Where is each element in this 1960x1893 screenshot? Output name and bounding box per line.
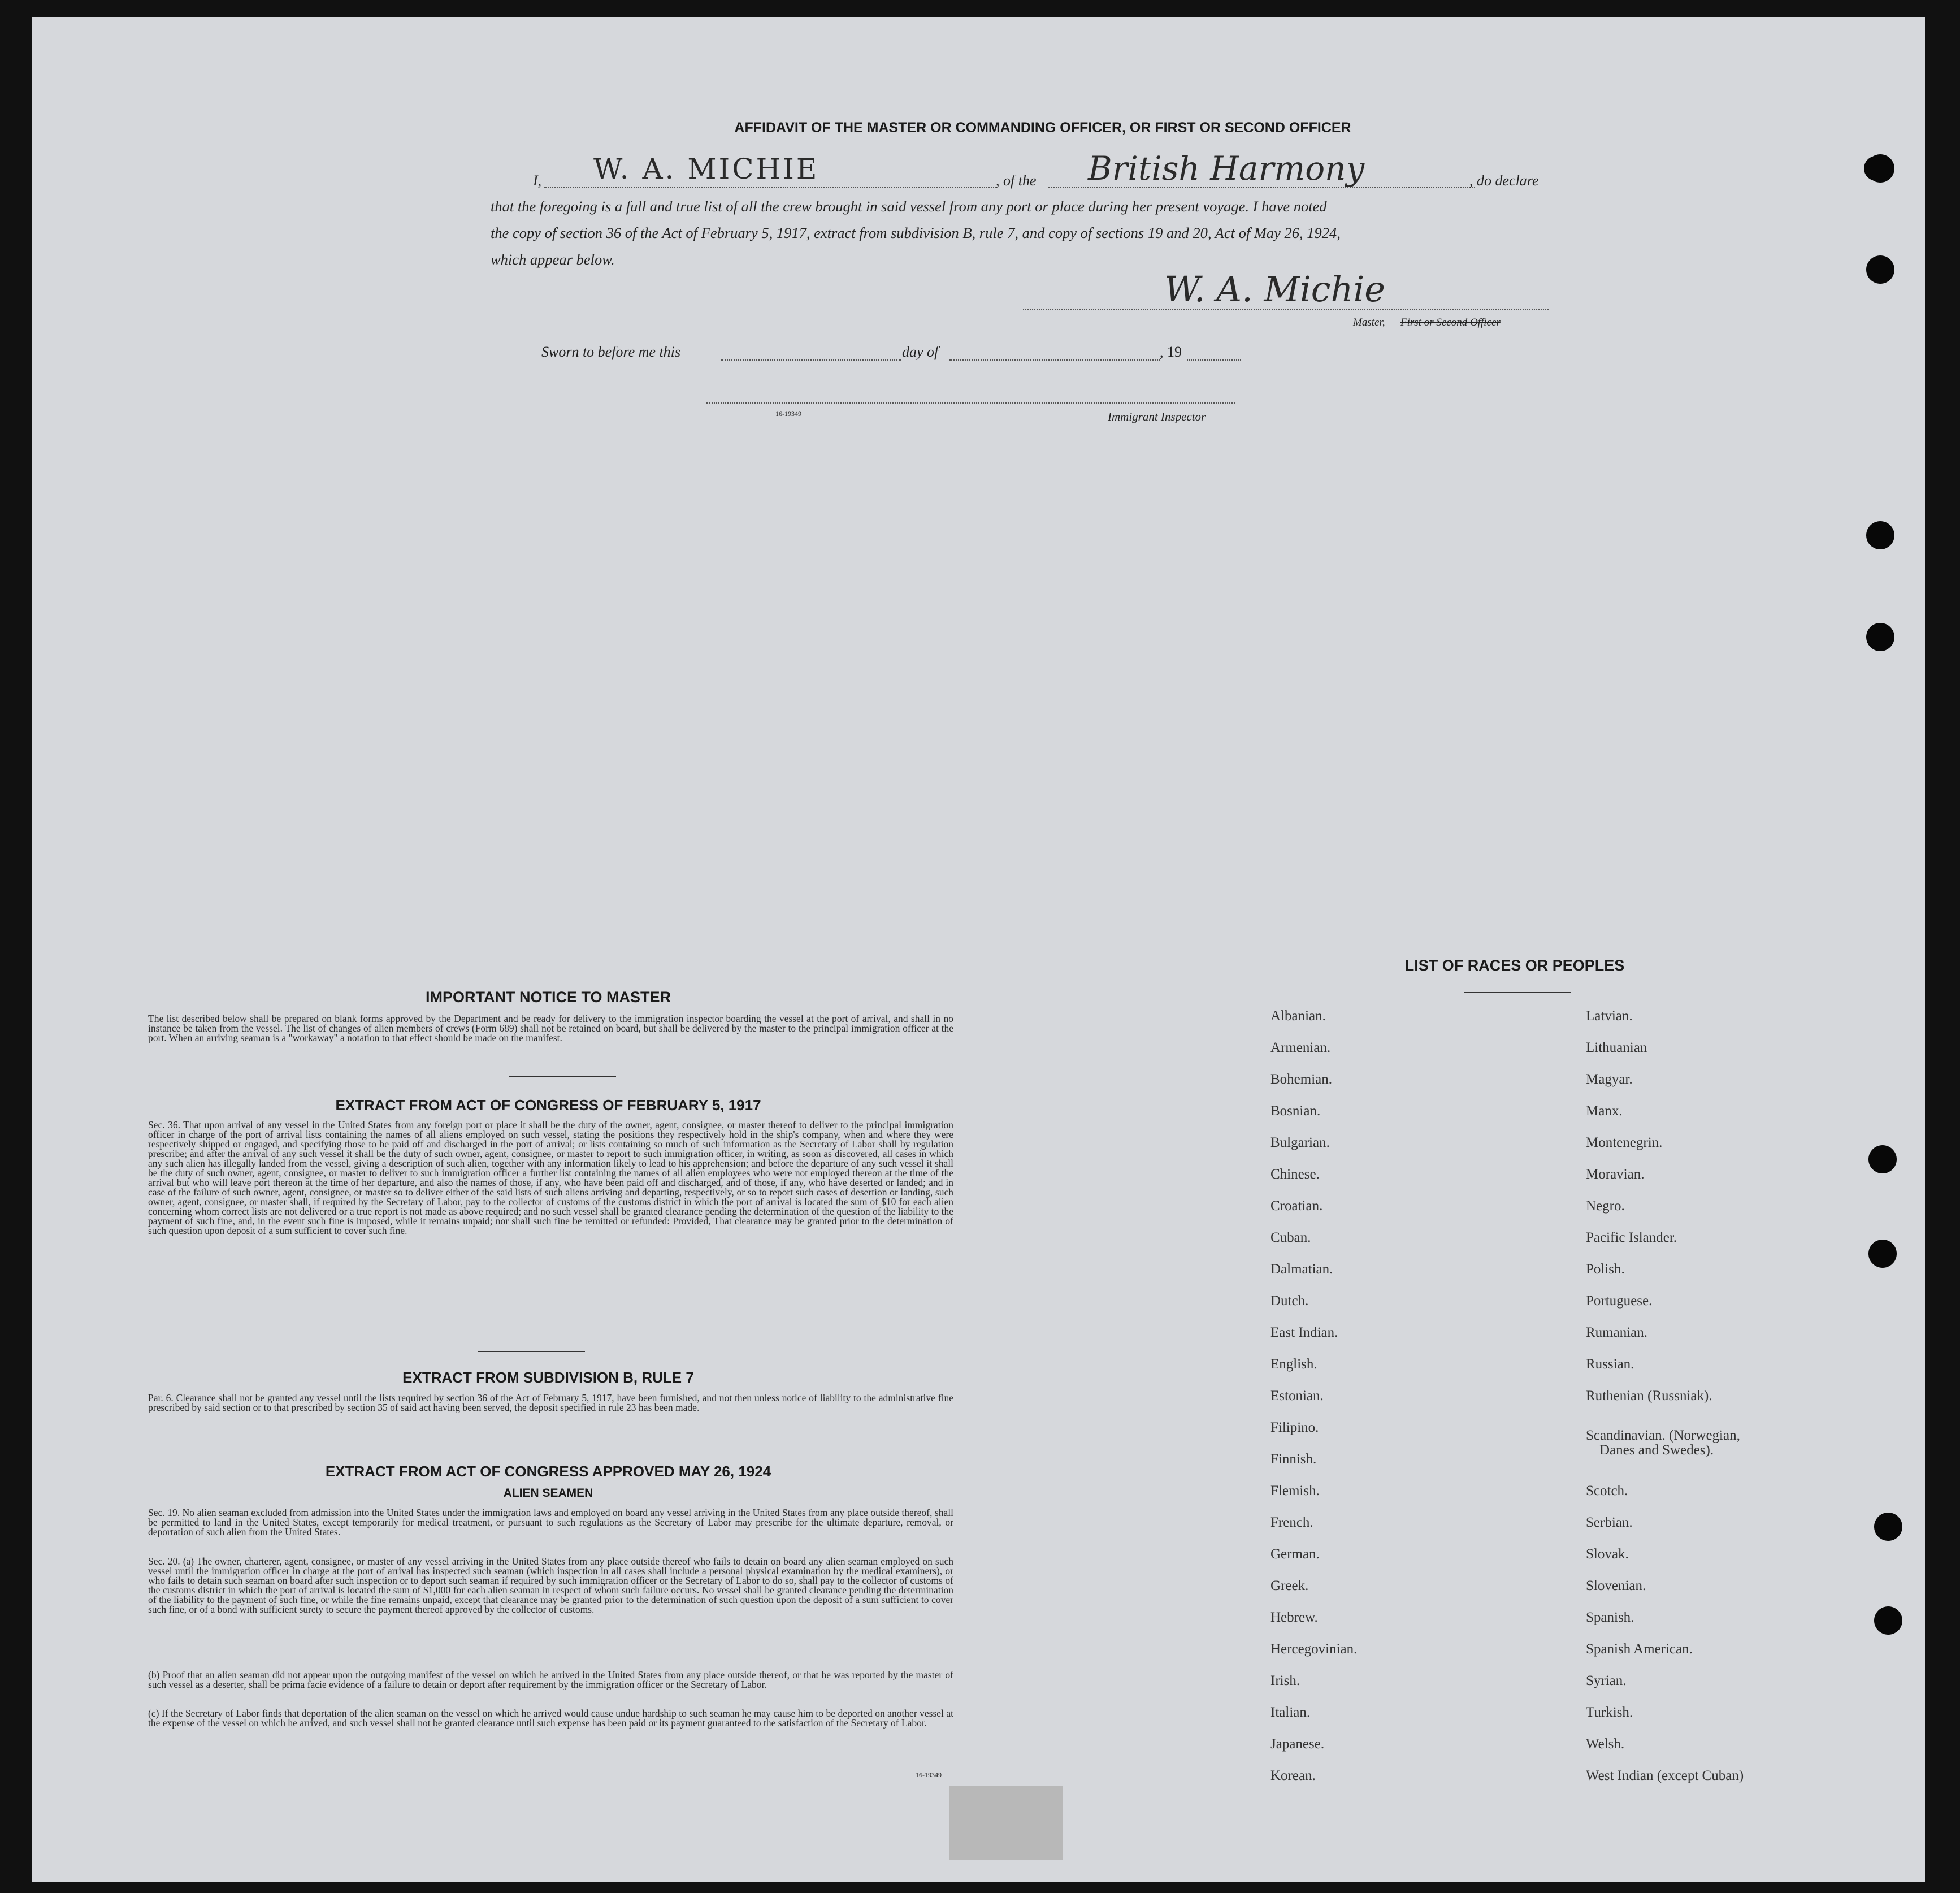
punch-hole xyxy=(1866,521,1894,549)
race-item: Estonian. xyxy=(1270,1388,1324,1403)
of-the-label: , of the xyxy=(996,172,1037,189)
i-label: I, xyxy=(533,172,542,189)
punch-hole xyxy=(1868,1145,1897,1173)
race-item: English. xyxy=(1270,1357,1317,1372)
sworn-year-line xyxy=(1187,359,1241,361)
races-title-rule xyxy=(1464,992,1571,993)
race-item: Cuban. xyxy=(1270,1230,1311,1245)
section-divider xyxy=(478,1351,585,1352)
year-label: , 19 xyxy=(1160,344,1182,360)
sworn-label: Sworn to before me this xyxy=(541,344,681,360)
race-item: Spanish. xyxy=(1586,1610,1634,1625)
race-item: Korean. xyxy=(1270,1768,1316,1783)
race-item: Irish. xyxy=(1270,1673,1300,1688)
race-item: Turkish. xyxy=(1586,1705,1633,1720)
race-item: French. xyxy=(1270,1515,1313,1530)
race-item: Bohemian. xyxy=(1270,1072,1333,1087)
race-item: German. xyxy=(1270,1547,1320,1562)
race-item: Slovak. xyxy=(1586,1547,1629,1562)
race-item: Finnish. xyxy=(1270,1452,1317,1467)
binder-clip xyxy=(1864,156,1889,181)
sworn-month-line xyxy=(949,359,1160,361)
race-item: Japanese. xyxy=(1270,1736,1325,1752)
race-item: Hebrew. xyxy=(1270,1610,1318,1625)
race-item: Ruthenian (Russniak). xyxy=(1586,1388,1712,1403)
race-item: Bulgarian. xyxy=(1270,1135,1330,1150)
act-1924-title: EXTRACT FROM ACT OF CONGRESS APPROVED MAY 26, 1924 xyxy=(325,1463,771,1480)
race-item: Latvian. xyxy=(1586,1008,1633,1024)
affidavit-form-number: 16-19349 xyxy=(775,410,801,418)
race-item: Magyar. xyxy=(1586,1072,1633,1087)
sec20a-text: Sec. 20. (a) The owner, charterer, agent, consignee, or master of any vessel arriving in the United States from any place outside thereof who fails to detain on board any alien seaman employed on such vessel until the immigration officer in charge at the port of arrival has inspected such seaman (which inspection in all cases shall include a personal physical examination by the medical examiners), or who fails to detain such seaman on board after such inspection or to deport such seaman if required by such immigration officer or the Secretary of Labor to do so, shall pay to the collector of customs of the customs district in which the port of arrival is located the sum of $1,000 for each alien seaman in respect of whom such failure occurs. No vessel shall be granted clearance pending the determination of the liability to the payment of such fine, or while the fine remains unpaid, except that clearance may be granted prior to the determination of such question upon the deposit of a sum sufficient to cover such fine, or of a bond with sufficient surety to secure the payment thereof approved by the collector of customs. xyxy=(148,1556,953,1615)
vessel-name-handwritten: British Harmony xyxy=(1088,149,1365,188)
race-item: Dutch. xyxy=(1270,1293,1309,1309)
race-item: Serbian. xyxy=(1586,1515,1633,1530)
alien-seamen-subtitle: ALIEN SEAMEN xyxy=(503,1487,593,1500)
master-label: Master, xyxy=(1353,317,1385,328)
race-item: Flemish. xyxy=(1270,1483,1320,1498)
affidavit-title: AFFIDAVIT OF THE MASTER OR COMMANDING OFFICER, OR FIRST OR SECOND OFFICER xyxy=(734,120,1351,136)
notice-text: The list described below shall be prepared on blank forms approved by the Department and be ready for delivery to the immigration inspector boarding the vessel at the port of arrival, and shall in no instance be taken from the vessel. The list of changes of alien members of crews (Form 689) shall not be retained on board, but shall be delivered by the master to the principal immigration officer at the port. When an arriving seaman is a "workaway" a notation to that effect should be made on the manifest. xyxy=(148,1013,953,1043)
race-item: Rumanian. xyxy=(1586,1325,1648,1340)
race-item: Manx. xyxy=(1586,1103,1623,1119)
race-item: Danes and Swedes). xyxy=(1599,1443,1714,1458)
race-item: Syrian. xyxy=(1586,1673,1627,1688)
race-item: Welsh. xyxy=(1586,1736,1625,1752)
punch-hole xyxy=(1868,1240,1897,1268)
notice-title: IMPORTANT NOTICE TO MASTER xyxy=(426,989,671,1006)
sec20b-text: (b) Proof that an alien seaman did not appear upon the outgoing manifest of the vessel on which he arrived in the United States from any place outside thereof, or that he was reported by the master of such vessel as a deserter, shall be prima facie evidence of a failure to detain or deport after requirement by the immigration officer or the Secretary of Labor. xyxy=(148,1669,953,1690)
master-signature: W. A. Michie xyxy=(1164,268,1385,310)
inspector-line xyxy=(706,402,1235,404)
race-item: Bosnian. xyxy=(1270,1103,1321,1119)
master-name-handwritten: W. A. MICHIE xyxy=(593,153,819,185)
paper-tab xyxy=(949,1786,1063,1860)
punch-hole xyxy=(1874,1513,1902,1541)
race-item: West Indian (except Cuban) xyxy=(1586,1768,1744,1783)
punch-hole xyxy=(1866,255,1894,284)
race-item: Greek. xyxy=(1270,1578,1309,1593)
inspector-label: Immigrant Inspector xyxy=(1108,410,1206,423)
race-item: Scandinavian. (Norwegian, xyxy=(1586,1428,1740,1443)
affidavit-line-3: the copy of section 36 of the Act of February 5, 1917, extract from subdivision B, rule 7, and copy of sections 19 and 20, Act of May 26, 1924, xyxy=(491,224,1341,241)
race-item: Dalmatian. xyxy=(1270,1262,1333,1277)
race-item: Italian. xyxy=(1270,1705,1311,1720)
race-item: Montenegrin. xyxy=(1586,1135,1663,1150)
race-item: Scotch. xyxy=(1586,1483,1628,1498)
race-item: Negro. xyxy=(1586,1198,1625,1214)
act-1917-title: EXTRACT FROM ACT OF CONGRESS OF FEBRUARY 5, 1917 xyxy=(335,1097,761,1114)
race-item: Chinese. xyxy=(1270,1167,1320,1182)
race-item: Hercegovinian. xyxy=(1270,1641,1358,1657)
rule7-text: Par. 6. Clearance shall not be granted any vessel until the lists required by section 36 of the Act of February 5, 1917, have been furnished, and not then unless notice of liability to the administrative fine prescribed by said section or to that prescribed by section 35 of said act having been served, the deposit specified in rule 23 has been made. xyxy=(148,1392,953,1413)
punch-hole xyxy=(1874,1606,1902,1635)
affidavit-line-2: that the foregoing is a full and true list of all the crew brought in said vessel from any port or place during her present voyage. I have noted xyxy=(491,198,1327,215)
race-item: Armenian. xyxy=(1270,1040,1331,1055)
race-item: Lithuanian xyxy=(1586,1040,1647,1055)
do-declare-label: , do declare xyxy=(1469,172,1539,189)
race-item: East Indian. xyxy=(1270,1325,1338,1340)
sworn-day-line xyxy=(721,359,901,361)
race-item: Moravian. xyxy=(1586,1167,1645,1182)
sec20c-text: (c) If the Secretary of Labor finds that deportation of the alien seaman on the vessel on which he arrived would cause undue hardship to such seaman he may cause him to be deported on another vessel at the expense of the vessel on which he arrived, and such vessel shall not be granted clearance until such expense has been paid or its payment guaranteed to the satisfaction of the Secretary of Labor. xyxy=(148,1708,953,1729)
race-item: Polish. xyxy=(1586,1262,1625,1277)
race-item: Portuguese. xyxy=(1586,1293,1653,1309)
punch-hole xyxy=(1866,623,1894,651)
struck-officer-label: First or Second Officer xyxy=(1400,317,1501,328)
race-item: Croatian. xyxy=(1270,1198,1323,1214)
race-item: Albanian. xyxy=(1270,1008,1326,1024)
sec19-text: Sec. 19. No alien seaman excluded from admission into the United States under the immigration laws and employed on board any vessel arriving in the United States from any place outside thereof, shall be permitted to land in the United States, except temporarily for medical treatment, or pursuant to such regulations as the Secretary of Labor may prescribe for the ultimate departure, removal, or deportation of such alien from the United States. xyxy=(148,1507,953,1537)
rule7-title: EXTRACT FROM SUBDIVISION B, RULE 7 xyxy=(402,1369,694,1386)
notice-form-number: 16-19349 xyxy=(916,1771,942,1779)
races-title: LIST OF RACES OR PEOPLES xyxy=(1404,957,1625,974)
act-1917-text: Sec. 36. That upon arrival of any vessel in the United States from any foreign port or place it shall be the duty of the owner, agent, consignee, or master thereof to deliver to the principal immigration officer in charge of the port of arrival lists containing the names of all aliens employed on such vessel, stating the positions they respectively hold in the ship's company, when and where they were respectively shipped or engaged, and specifying those to be paid off and discharged in the port of arrival; or lists containing so much of such information as the Secretary of Labor shall by regulation prescribe; and after the arrival of any such vessel it shall be the duty of such owner, agent, consignee, or master to report to such immigration officer, in writing, as soon as discovered, all cases in which any such alien has illegally landed from the vessel, giving a description of such alien, together with any information likely to lead to his apprehension; and before the departure of any such vessel it shall be the duty of such owner, agent, consignee, or master to deliver to such immigration officer a further list containing the names of all alien employees who were not employed thereon at the time of the arrival but who will leave port thereon at the time of her departure, and also the names of those, if any, who have been paid off and discharged, and of those, if any, who have deserted or landed; and in case of the failure of such owner, agent, consignee, or master so to deliver either of the said lists of such aliens arriving and departing, respectively, or so to report such cases of desertion or landing, such owner, agent, consignee, or master shall, if required by the Secretary of Labor, pay to the collector of customs of the customs district in which the port of arrival is located the sum of $10 for each alien concerning whom correct lists are not delivered or a true report is not made as above required; and no such vessel shall be granted clearance pending the determination of the question of the liability to the payment of such fine, and, in the event such fine is imposed, while it remains unpaid; nor shall such fine be remitted or refunded: Provided, That clearance may be granted prior to the determination of such question upon deposit of a sum sufficient to cover such fine. xyxy=(148,1119,953,1236)
signature-line xyxy=(1023,309,1549,310)
race-item: Pacific Islander. xyxy=(1586,1230,1677,1245)
race-item: Spanish American. xyxy=(1586,1641,1693,1657)
race-item: Filipino. xyxy=(1270,1420,1319,1435)
race-item: Slovenian. xyxy=(1586,1578,1646,1593)
affidavit-line-4: which appear below. xyxy=(491,251,615,268)
name-line xyxy=(544,187,996,188)
race-item: Russian. xyxy=(1586,1357,1634,1372)
day-of-label: day of xyxy=(902,344,939,360)
section-divider xyxy=(509,1076,616,1077)
